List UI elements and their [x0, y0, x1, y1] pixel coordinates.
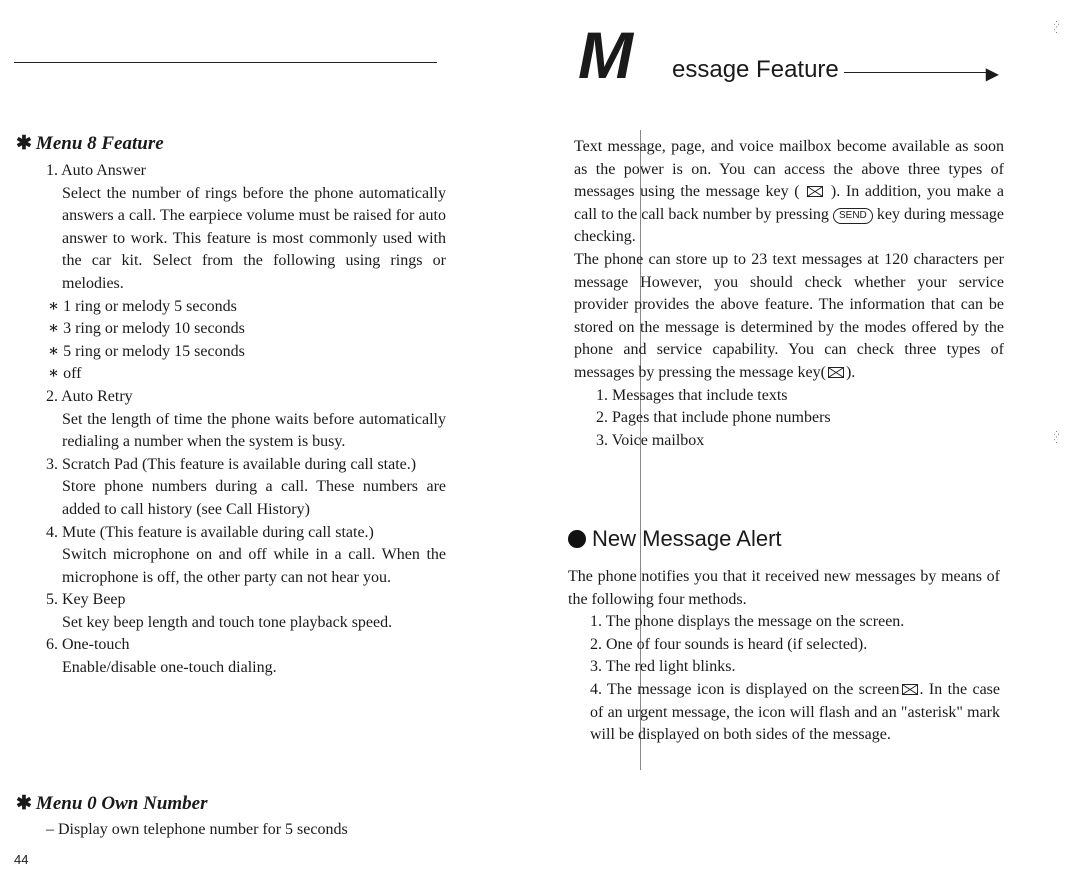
option-off: ∗ off — [46, 363, 446, 386]
intro-paragraph — [574, 136, 1004, 249]
mute-description: Switch microphone on and off while in a call. When the microphone is off, the other party can not hear you. — [62, 546, 446, 586]
title-rule — [844, 72, 992, 73]
menu-8-heading — [16, 132, 164, 155]
bullet-dot-icon — [568, 530, 586, 548]
top-rule — [14, 62, 437, 63]
alert-intro: The phone notifies you that it received new messages by means of the following four methods. — [568, 568, 1000, 608]
message-type-voice: 3. Voice mailbox — [596, 431, 705, 449]
new-message-alert-heading — [568, 526, 782, 552]
message-types-list — [574, 385, 1004, 453]
message-key-icon — [828, 367, 844, 378]
page-title: essage Feature — [672, 56, 839, 83]
storage-text-end: ). — [845, 363, 856, 381]
alert-method-1: 1. The phone displays the message on the screen. — [590, 613, 905, 631]
intro-text-2: ). In addition, you make a call to the call back number by pressing — [574, 183, 1004, 223]
alert-method-3: 3. The red light blinks. — [590, 658, 736, 676]
alert-method-4-text: 4. The message icon is displayed on the screen — [590, 680, 900, 698]
scratch-pad-description: Store phone numbers during a call. These numbers are added to call history (see Call History) — [62, 478, 446, 518]
new-message-alert-title: New Message Alert — [592, 526, 782, 551]
menu-8-content — [46, 160, 446, 680]
auto-answer-description: Select the number of rings before the phone automatically answers a call. The earpiece volume must be raised for auto answer to work. This feature is most commonly used with the car kit. Select from the following using rings or melodies. — [62, 184, 446, 292]
star-icon: ✱ — [16, 793, 32, 814]
menu-0-heading — [16, 792, 208, 815]
storage-paragraph — [574, 249, 1004, 385]
alert-method-4 — [568, 679, 1000, 747]
alert-method-4-cont: . In the case of an urgent message, the icon will flash and an "asterisk" mark will be displayed on both sides of the message. — [590, 680, 1001, 744]
send-key-icon: SEND — [833, 208, 873, 224]
one-touch-heading: 6. One-touch — [46, 636, 130, 654]
mute-heading: 4. Mute (This feature is available during call state.) — [46, 523, 374, 541]
key-beep-description: Set key beep length and touch tone playback speed. — [62, 613, 393, 631]
option-5-ring: ∗ 5 ring or melody 15 seconds — [46, 341, 446, 364]
message-type-texts: 1. Messages that include texts — [596, 386, 788, 404]
storage-text: The phone can store up to 23 text messages at 120 characters per message However, you should check whether your service provider provides the above feature. The information that can be stored on the message is determined by the modes offered by the phone and service capability. You can check three types of messages by pressing the message key( — [574, 250, 1004, 381]
page-number: 44 — [14, 852, 29, 867]
one-touch-description: Enable/disable one-touch dialing. — [62, 659, 277, 677]
edge-scan-mark: ·:·.· — [1052, 20, 1062, 34]
message-key-icon — [807, 186, 823, 197]
option-1-ring: ∗ 1 ring or melody 5 seconds — [46, 296, 446, 319]
option-3-ring: ∗ 3 ring or melody 10 seconds — [46, 318, 446, 341]
scratch-pad-heading: 3. Scratch Pad (This feature is available during call state.) — [46, 455, 417, 473]
menu-8-title: Menu 8 Feature — [35, 133, 164, 154]
auto-answer-heading: 1. Auto Answer — [46, 162, 146, 179]
left-page — [0, 0, 534, 878]
edge-scan-mark: ·:·.· — [1052, 430, 1062, 444]
message-type-pages: 2. Pages that include phone numbers — [596, 409, 831, 427]
new-message-alert-content — [568, 566, 1000, 747]
auto-retry-heading: 2. Auto Retry — [46, 387, 133, 405]
intro-text-1: Text message, page, and voice mailbox become available as soon as the power is on. You can access the above three types of messages using the message key ( — [574, 138, 1004, 201]
title-initial: M — [578, 18, 631, 92]
message-icon — [902, 684, 918, 695]
menu-0-description: – Display own telephone number for 5 seconds — [46, 821, 348, 838]
key-beep-heading: 5. Key Beep — [46, 591, 126, 609]
message-feature-content — [574, 136, 1004, 452]
menu-0-title: Menu 0 Own Number — [35, 793, 208, 814]
auto-retry-description: Set the length of time the phone waits before automatically redialing a number when the system is busy. — [62, 410, 446, 451]
right-page — [534, 0, 1069, 878]
alert-method-2: 2. One of four sounds is heard (if selected). — [590, 635, 868, 653]
star-icon: ✱ — [16, 133, 32, 154]
intro-text-3: key during message checking. — [574, 205, 1005, 246]
arrow-icon: ▶ — [986, 66, 999, 83]
